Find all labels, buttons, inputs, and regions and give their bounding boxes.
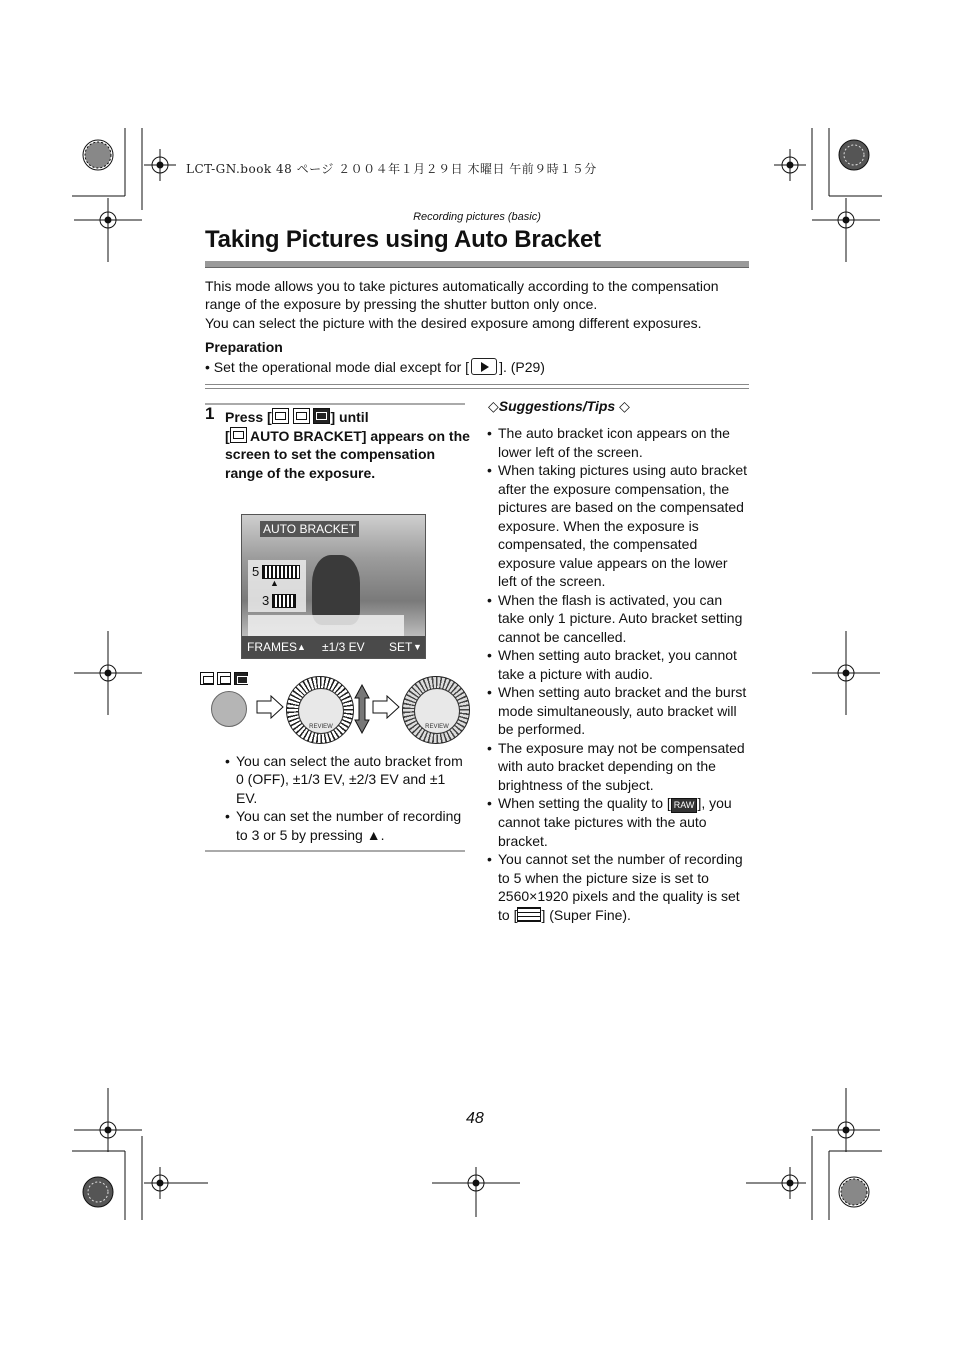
lcd-count-3: 3 — [262, 593, 270, 608]
page-title: Taking Pictures using Auto Bracket — [205, 226, 601, 253]
dial-review-label-2: REVIEW — [414, 688, 460, 734]
preparation-heading: Preparation — [205, 339, 283, 355]
super-fine-icon — [517, 907, 541, 922]
tip-item: • When setting auto bracket and the burst mode simultaneously, auto bracket will be performed. — [487, 683, 749, 739]
auto-bracket-icon — [293, 408, 310, 424]
dial-review-label-1: REVIEW — [298, 688, 344, 734]
flash-adjust-icon — [313, 408, 330, 424]
step-text-b: ] until — [330, 409, 369, 425]
tip-raw-prefix: When setting the quality to [ — [498, 795, 671, 811]
page-number: 48 — [466, 1110, 484, 1127]
lcd-ev-label: ±1/3 EV — [322, 640, 365, 654]
lcd-footer — [242, 636, 425, 658]
lcd-auto-bracket-label: AUTO BRACKET — [260, 521, 359, 537]
tip-item-raw — [487, 794, 749, 850]
arrow-right-icon-2 — [372, 695, 400, 719]
lcd-bars-3 — [272, 594, 296, 608]
tip-item: • The exposure may not be compensated with auto bracket depending on the brightness of the subject. — [487, 739, 749, 795]
exposure-icon-small — [200, 672, 214, 685]
lcd-set-label: SET — [389, 640, 413, 654]
lcd-screen-illustration — [241, 514, 426, 659]
cursor-dial-illustration-1 — [286, 676, 354, 744]
intro-text — [205, 277, 755, 332]
auto-bracket-icon-inline — [230, 427, 247, 443]
lcd-count-5: 5 — [252, 564, 260, 579]
lcd-ev-scale — [248, 615, 404, 636]
lcd-frames-label: FRAMES — [247, 640, 298, 654]
tip-item: • The auto bracket icon appears on the lower left of the screen. — [487, 424, 749, 461]
tip-item: • When setting auto bracket, you cannot take a picture with audio. — [487, 646, 749, 683]
preparation-item — [205, 358, 545, 375]
tip-item-super-fine — [487, 850, 749, 924]
left-column-bottom-rule — [205, 850, 465, 852]
intro-line-1: This mode allows you to take pictures automatically according to the compensation range of the exposure by pressing the shutter button only once. — [205, 278, 719, 313]
tip-sf-prefix: You cannot set the number of recording to 5 when the picture size is set to 2560×1920 pixels and the quality is set to [ — [498, 851, 743, 923]
exposure-button-illustration — [211, 691, 247, 727]
tips-heading: ◇Suggestions/Tips ◇ — [488, 398, 630, 414]
step-text-a: Press [ — [225, 409, 272, 425]
tip-item: • When the flash is activated, you can take only 1 picture. Auto bracket setting cannot be cancelled. — [487, 591, 749, 647]
left-column-top-rule — [205, 403, 465, 405]
tip-item: • When taking pictures using auto bracket after the exposure compensation, the pictures are based on the compensated exposure. When the exposure is compensated, the compensated exposure value appears on the lower left of the screen. — [487, 461, 749, 591]
step-instruction — [225, 408, 470, 482]
mode-icons-row — [200, 672, 248, 686]
file-info-header: LCT-GN.book 48 ページ ２００４年１月２９日 木曜日 午前９時１５分 — [186, 162, 597, 176]
raw-quality-icon: RAW — [671, 798, 698, 813]
lcd-bars-5 — [262, 565, 300, 579]
playback-icon — [471, 358, 497, 375]
preparation-suffix: ]. (P29) — [499, 359, 545, 375]
auto-bracket-icon-small — [217, 672, 231, 685]
tip-sf-suffix: ] (Super Fine). — [541, 906, 631, 923]
up-down-arrow-icon — [354, 684, 370, 734]
flash-adjust-icon-small — [234, 672, 248, 685]
lcd-frame-count-panel — [248, 560, 306, 612]
step-note: • You can set the number of recording to 3 or 5 by pressing ▲. — [225, 807, 465, 844]
section-divider — [205, 384, 749, 389]
arrow-right-icon — [256, 695, 284, 719]
step-note: • You can select the auto bracket from 0 (OFF), ±1/3 EV, ±2/3 EV and ±1 EV. — [225, 752, 465, 807]
step-number: 1 — [205, 404, 215, 423]
lcd-set-arrow-icon: ▼ — [413, 642, 422, 652]
step-text-c: [ — [225, 427, 230, 444]
cursor-dial-illustration-2 — [402, 676, 470, 744]
lcd-up-arrow-icon: ▲ — [270, 578, 279, 588]
step-text-d: AUTO BRACKET] appears on the screen to set the compensation range of the exposure. — [225, 427, 470, 481]
tip-raw-suffix: ], you cannot take pictures with the auto bracket. — [498, 795, 732, 849]
section-label: Recording pictures (basic) — [413, 211, 541, 223]
title-underline — [205, 261, 749, 268]
intro-line-2: You can select the picture with the desired exposure among different exposures. — [205, 314, 702, 331]
tips-list — [487, 424, 749, 924]
preparation-prefix: • Set the operational mode dial except for [ — [205, 359, 470, 375]
step-notes-list — [225, 752, 465, 844]
lcd-frames-arrow-icon: ▲ — [297, 642, 306, 652]
exposure-icon — [272, 408, 289, 424]
